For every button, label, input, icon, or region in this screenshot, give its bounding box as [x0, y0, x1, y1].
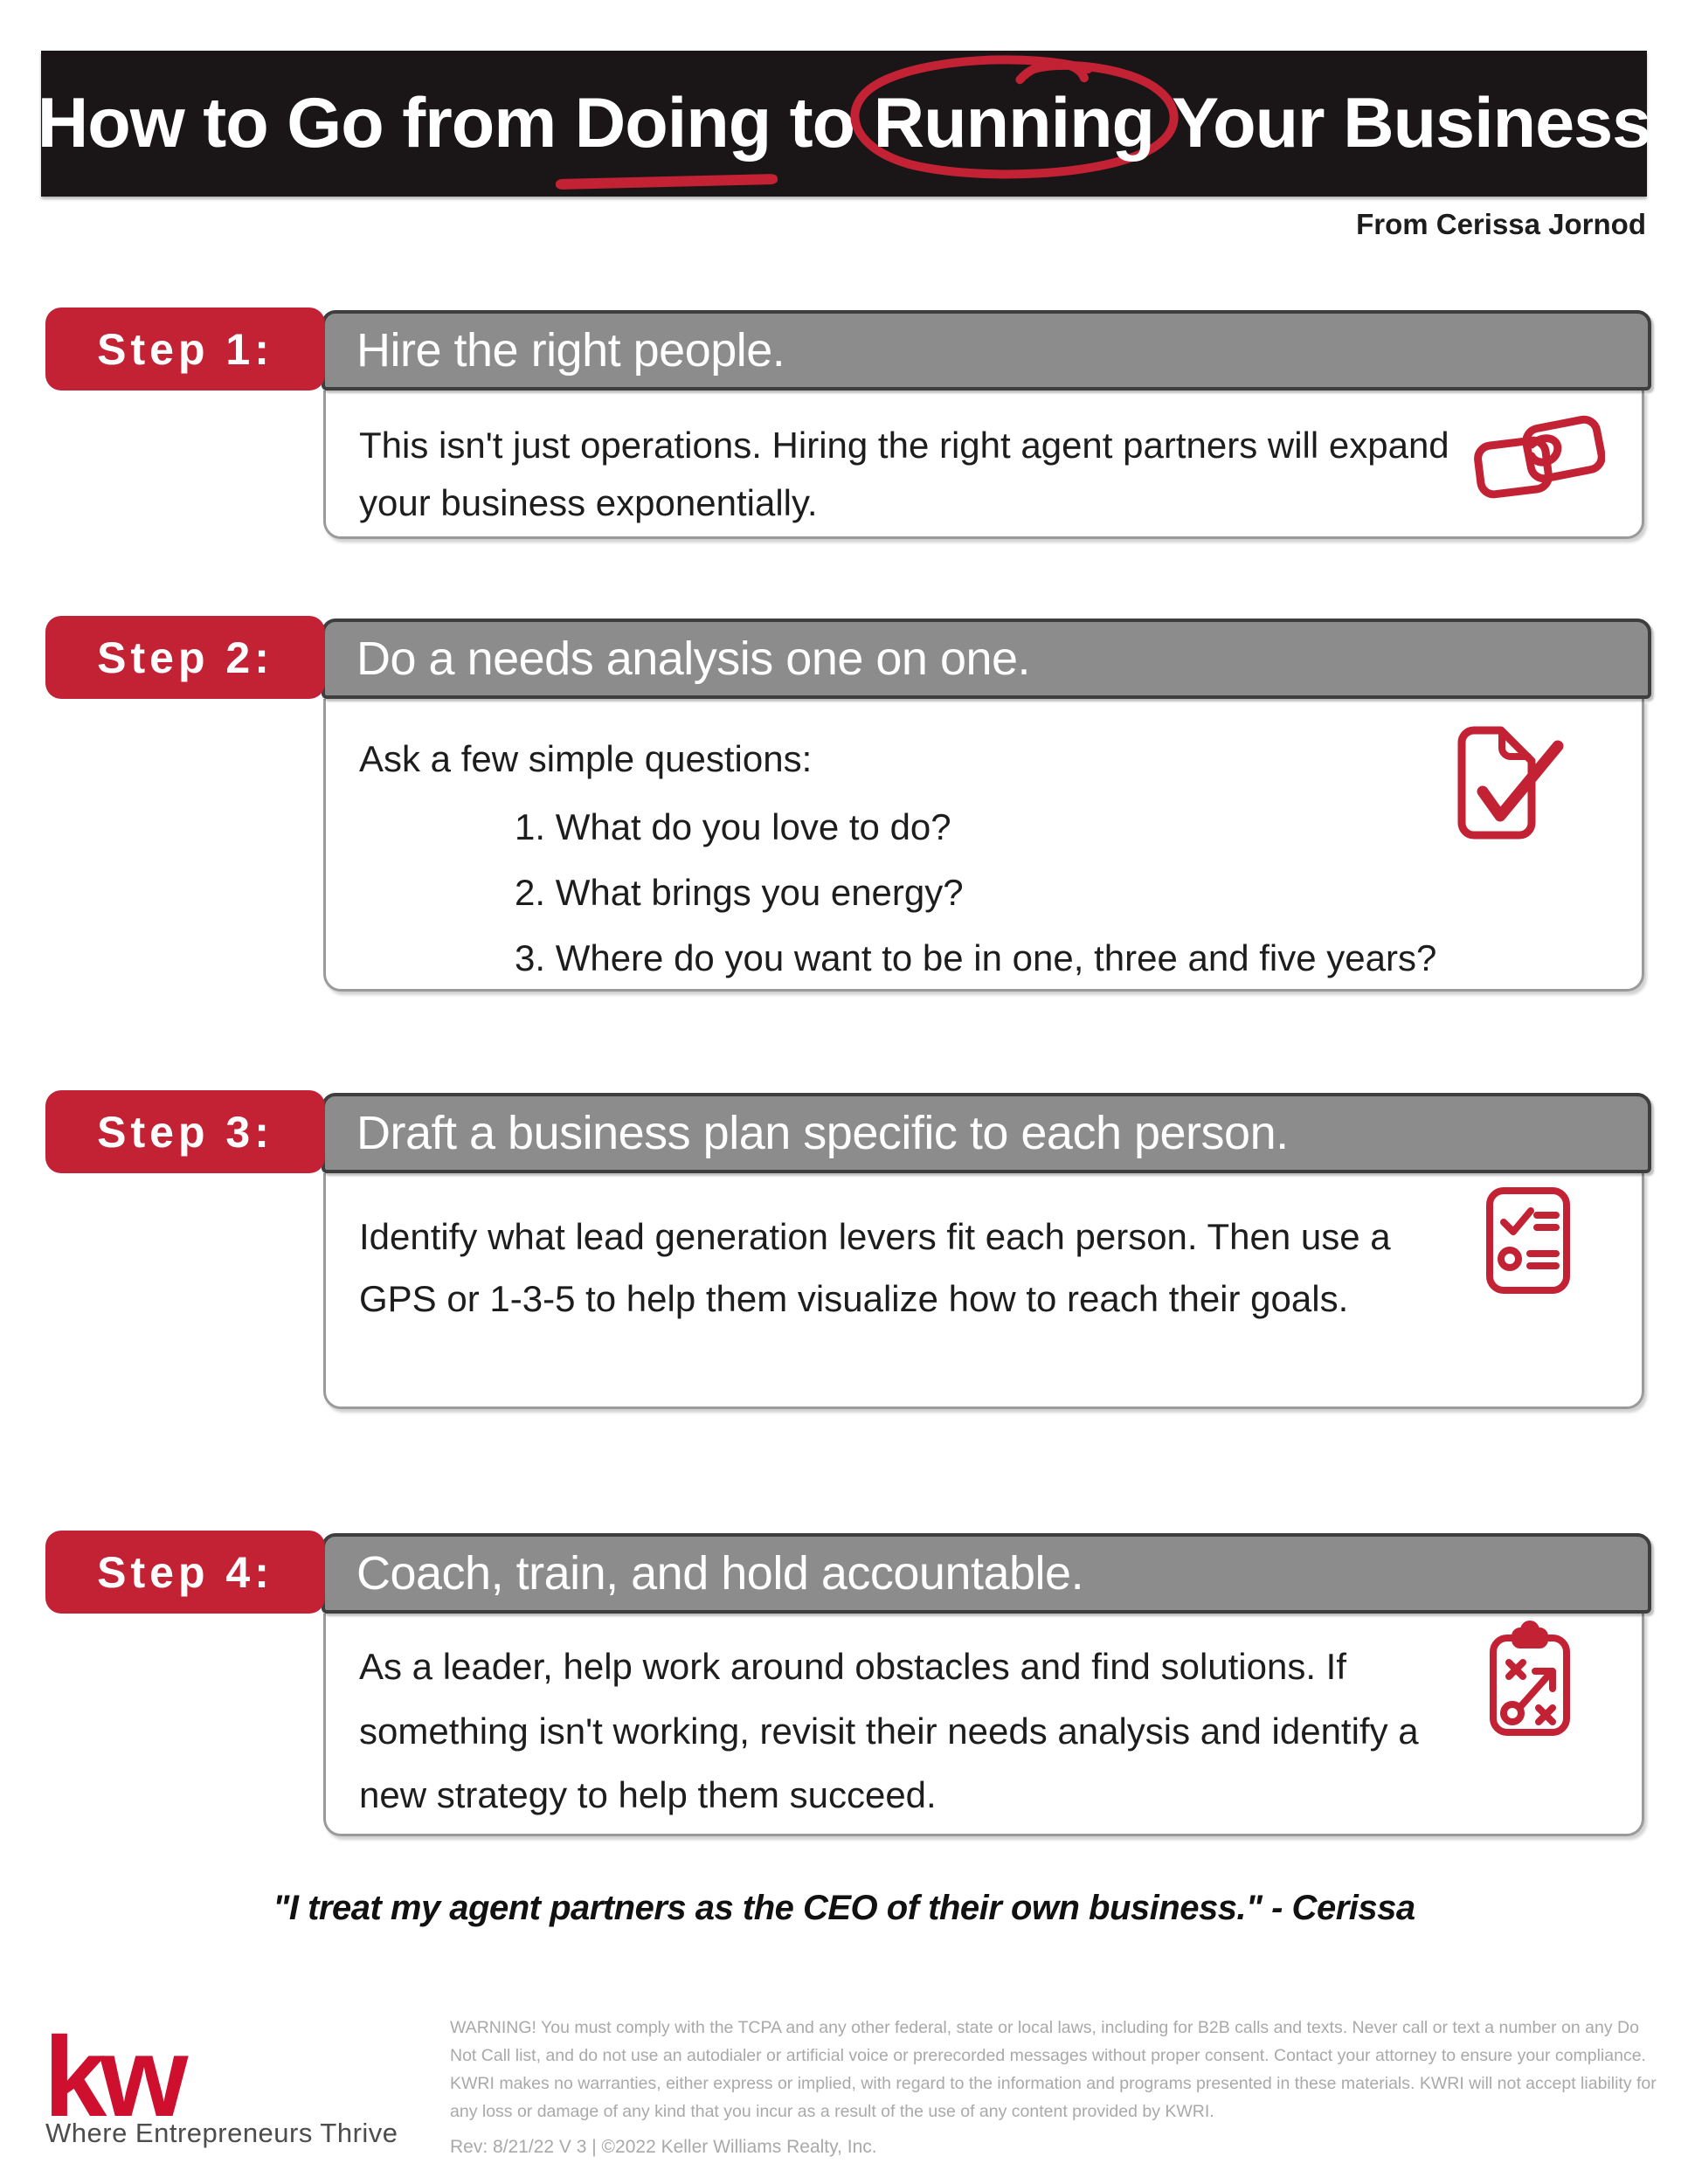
handshake-icon [1474, 413, 1605, 504]
step-2-heading-bar [322, 619, 1651, 699]
step-1-label: Step 1: [97, 324, 273, 374]
revision-copyright-line: Rev: 8/21/22 V 3 | ©2022 Keller Williams Realty, Inc. [450, 2137, 877, 2157]
step-1-description: This isn't just operations. Hiring the right agent partners will expand your business exponentially. [359, 425, 1449, 524]
title-word-doing: Doing [574, 84, 771, 162]
step-4-heading-bar [322, 1533, 1651, 1614]
document-check-icon [1451, 720, 1565, 842]
kw-tagline: Where Entrepreneurs Thrive [45, 2118, 398, 2148]
strategy-clipboard-icon [1486, 1621, 1574, 1739]
step-3-badge [45, 1090, 325, 1173]
step-3-heading-bar [322, 1093, 1651, 1173]
byline: From Cerissa Jornod [1356, 208, 1646, 240]
step-1-heading-bar [322, 310, 1651, 390]
step-2-badge [45, 616, 325, 699]
question-item: 2. What brings you energy? [515, 872, 964, 914]
page-title [38, 83, 1650, 164]
step-1-badge [45, 308, 325, 390]
question-item: 1. What do you love to do? [515, 806, 951, 848]
title-word-running: Running [874, 83, 1154, 164]
step-2-question-list [359, 795, 1458, 991]
step-3-label: Step 3: [97, 1107, 273, 1157]
step-4-badge [45, 1531, 325, 1614]
step-3-body [323, 1173, 1644, 1409]
step-4-label: Step 4: [97, 1547, 273, 1597]
title-text-after: Your Business [1154, 84, 1651, 162]
title-text-middle: to [771, 84, 874, 162]
checklist-icon [1484, 1185, 1572, 1296]
title-text-before: How to Go from [37, 84, 575, 162]
step-2-intro: Ask a few simple questions: [359, 738, 813, 779]
step-2-body [323, 699, 1644, 992]
step-4-heading: Coach, train, and hold accountable. [356, 1547, 1084, 1600]
step-1-body [323, 390, 1644, 539]
step-3-description: Identify what lead generation levers fit each person. Then use a GPS or 1-3-5 to help them visualize how to reach their goals. [359, 1216, 1391, 1319]
step-2-label: Step 2: [97, 632, 273, 682]
title-bar [37, 51, 1651, 197]
kw-logo: kw [44, 2013, 182, 2140]
quote: "I treat my agent partners as the CEO of their own business." - Cerissa [273, 1889, 1415, 1927]
legal-disclaimer: WARNING! You must comply with the TCPA and any other federal, state or local laws, including for B2B calls and texts. Never call or text a number on any Do Not Call list, and do not use an autodialer or artificial voice or prerecorded messages without proper consent. Contact your attorney to ensure your compliance. KWRI makes no warranties, either express or implied, with regard to the information and programs presented in these materials. KWRI will not accept liability for any loss or damage of any kind that you incur as a result of the use of any content provided by KWRI. [450, 2018, 1657, 2121]
step-1-heading: Hire the right people. [356, 324, 785, 377]
step-4-body [323, 1614, 1644, 1836]
step-2-heading: Do a needs analysis one on one. [356, 632, 1031, 685]
step-4-description: As a leader, help work around obstacles and find solutions. If something isn't working, revisit their needs analysis and identify a new strategy to help them succeed. [359, 1646, 1419, 1815]
step-3-heading: Draft a business plan specific to each person. [356, 1107, 1289, 1159]
question-item: 3. Where do you want to be in one, three and five years? [515, 936, 1437, 978]
